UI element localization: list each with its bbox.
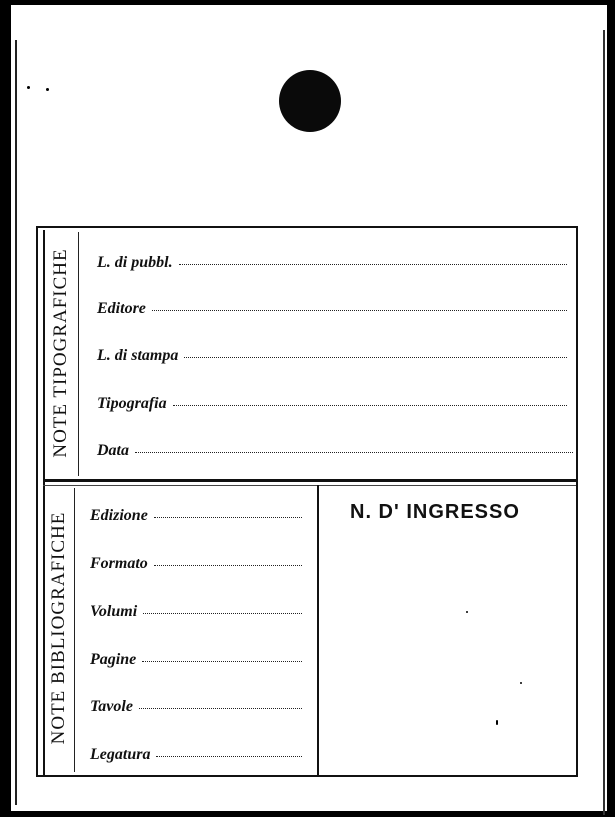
dotted-line [156, 756, 302, 757]
field-label: L. di stampa [97, 347, 179, 364]
field-label: Edizione [90, 507, 148, 524]
frame-inner-left-rule [43, 230, 45, 775]
speck [520, 682, 522, 684]
dotted-line [142, 661, 302, 662]
field-luogo-stampa [97, 347, 567, 365]
dotted-line [152, 310, 567, 311]
field-label: L. di pubbl. [97, 254, 173, 271]
speck [46, 88, 49, 91]
field-editore [97, 300, 567, 318]
field-label: Pagine [90, 651, 137, 668]
dotted-line [135, 452, 573, 453]
field-formato [90, 555, 302, 573]
dotted-line [143, 613, 302, 614]
field-label: Tavole [90, 698, 133, 715]
numero-ingresso-heading: N. D' INGRESSO [350, 501, 520, 523]
dotted-line [139, 708, 302, 709]
speck [27, 86, 30, 89]
field-data [97, 442, 573, 460]
dotted-line [179, 264, 567, 265]
dotted-line [154, 565, 302, 566]
label-note-bibliografiche: NOTE BIBLIOGRAFICHE [48, 511, 69, 745]
field-label: Data [97, 442, 129, 459]
dotted-line [173, 405, 567, 406]
speck [466, 611, 468, 613]
field-pagine [90, 651, 302, 669]
field-label: Formato [90, 555, 148, 572]
section-divider-thin [43, 485, 576, 486]
scan-edge-top [0, 0, 615, 5]
card-border-left [15, 40, 17, 805]
card-border-right [603, 30, 605, 815]
field-label: Editore [97, 300, 146, 317]
label-note-tipografiche: NOTE TIPOGRAFICHE [50, 248, 71, 458]
field-volumi [90, 603, 302, 621]
bottom-label-rule [74, 488, 75, 772]
field-label: Volumi [90, 603, 138, 620]
column-divider [317, 485, 319, 775]
speck [496, 720, 498, 725]
field-edizione [90, 507, 302, 525]
field-label: Tipografia [97, 395, 167, 412]
field-luogo-pubblicazione [97, 254, 567, 272]
scan-edge-right [607, 0, 615, 817]
field-legatura [90, 746, 302, 764]
field-tavole [90, 698, 302, 716]
dotted-line [154, 517, 302, 518]
punch-hole [279, 70, 341, 132]
field-label: Legatura [90, 746, 151, 763]
scan-edge-left [0, 0, 11, 817]
dotted-line [184, 357, 567, 358]
section-divider [43, 479, 576, 482]
top-label-rule [78, 232, 79, 476]
field-tipografia [97, 395, 567, 413]
scan-edge-bottom [0, 811, 615, 817]
